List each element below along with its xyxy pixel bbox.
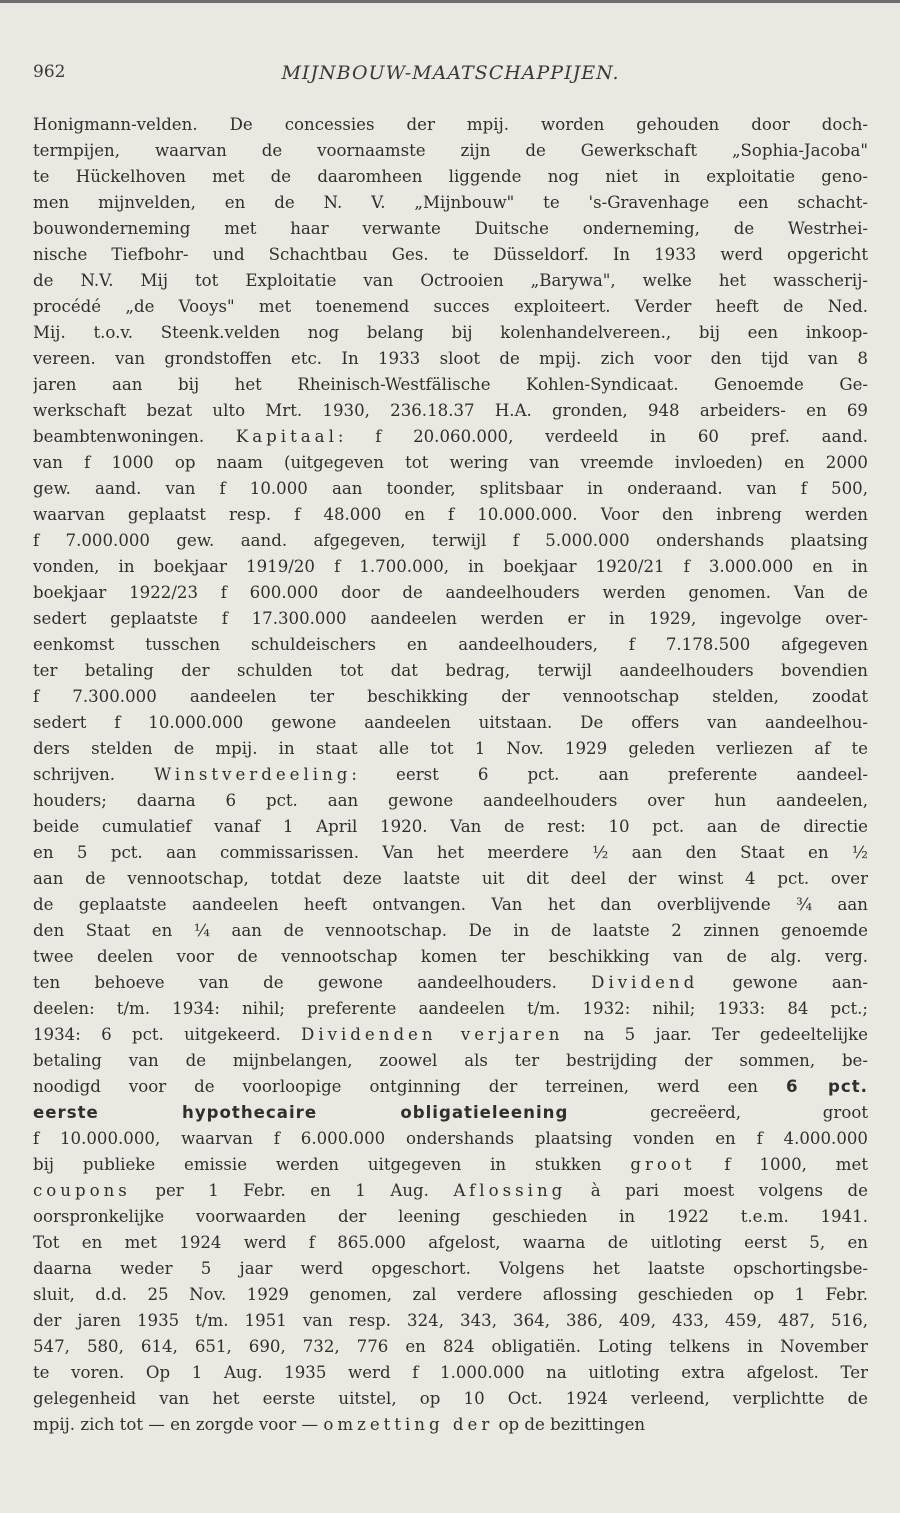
text-run: Mij. t.o.v. Steenk.velden nog belang bij kolenhandelvereen., bij een inkoop- xyxy=(33,323,868,342)
text-line xyxy=(33,658,868,684)
text-line xyxy=(33,996,868,1022)
text-line xyxy=(33,502,868,528)
top-rule xyxy=(0,0,900,3)
spaced-term: Aflossing xyxy=(453,1181,567,1200)
text-line xyxy=(33,1178,868,1204)
spaced-term: Winstverdeeling xyxy=(154,765,352,784)
text-run: werkschaft bezat ulto Mrt. 1930, 236.18.37 H.A. gronden, 948 arbeiders- en 69 xyxy=(33,401,868,420)
text-line xyxy=(33,606,868,632)
text-run: bij publieke emissie werden uitgegeven in stukken xyxy=(33,1155,631,1174)
text-run: der jaren 1935 t/m. 1951 van resp. 324, 343, 364, 386, 409, 433, 459, 487, 516, xyxy=(33,1311,868,1330)
text-line xyxy=(33,970,868,996)
text-run: per 1 Febr. en 1 Aug. xyxy=(130,1181,454,1200)
text-run: 547, 580, 614, 651, 690, 732, 776 en 824 obligatiën. Loting telkens in November xyxy=(33,1337,868,1356)
text-line xyxy=(33,476,868,502)
text-line xyxy=(33,1256,868,1282)
text-line xyxy=(33,1204,868,1230)
text-run: den Staat en ¼ aan de vennootschap. De in de laatste 2 zinnen genoemde xyxy=(33,921,868,940)
text-run: à pari moest volgens de xyxy=(566,1181,868,1200)
spaced-term: Dividend xyxy=(591,973,699,992)
text-run: vonden, in boekjaar 1919/20 f 1.700.000, in boekjaar 1920/21 f 3.000.000 en in xyxy=(33,557,868,576)
text-run: procédé „de Vooys" met toenemend succes exploiteert. Verder heeft de Ned. xyxy=(33,297,868,316)
text-run: : f 20.060.000, verdeeld in 60 pref. aand. xyxy=(337,427,868,446)
text-line xyxy=(33,866,868,892)
text-line xyxy=(33,944,868,970)
text-run: ter betaling der schulden tot dat bedrag, terwijl aandeelhouders bovendien xyxy=(33,661,868,680)
text-line xyxy=(33,1308,868,1334)
text-line xyxy=(33,528,868,554)
text-run: : eerst 6 pct. aan preferente aandeel- xyxy=(351,765,868,784)
text-line xyxy=(33,398,868,424)
text-line xyxy=(33,450,868,476)
text-run: eenkomst tusschen schuldeischers en aandeelhouders, f 7.178.500 afgegeven xyxy=(33,635,868,654)
text-run: termpijen, waarvan de voornaamste zijn de Gewerkschaft „Sophia-Jacoba" xyxy=(33,141,868,160)
text-line xyxy=(33,1022,868,1048)
text-run: deelen: t/m. 1934: nihil; preferente aandeelen t/m. 1932: nihil; 1933: 84 pct.; xyxy=(33,999,868,1018)
text-run: sedert geplaatste f 17.300.000 aandeelen werden er in 1929, ingevolge over- xyxy=(33,609,868,628)
text-line xyxy=(33,580,868,606)
text-run: waarvan geplaatst resp. f 48.000 en f 10.000.000. Voor den inbreng werden xyxy=(33,505,868,524)
text-run: sluit, d.d. 25 Nov. 1929 genomen, zal verdere aflossing geschieden op 1 Febr. xyxy=(33,1285,868,1304)
text-run: van f 1000 op naam (uitgegeven tot wering van vreemde invloeden) en 2000 xyxy=(33,453,868,472)
text-run: f 7.000.000 gew. aand. afgegeven, terwijl f 5.000.000 ondershands plaatsing xyxy=(33,531,868,550)
text-run: betaling van de mijnbelangen, zoowel als ter bestrijding der sommen, be- xyxy=(33,1051,868,1070)
text-line xyxy=(33,190,868,216)
text-line xyxy=(33,320,868,346)
text-line xyxy=(33,268,868,294)
text-run: gelegenheid van het eerste uitstel, op 10 Oct. 1924 verleend, verplichtte de xyxy=(33,1389,868,1408)
text-line xyxy=(33,892,868,918)
text-run: sedert f 10.000.000 gewone aandeelen uitstaan. De offers van aandeelhou- xyxy=(33,713,868,732)
running-title: MIJNBOUW-MAATSCHAPPIJEN. xyxy=(281,62,620,84)
text-run: beide cumulatief vanaf 1 April 1920. Van de rest: 10 pct. aan de directie xyxy=(33,817,868,836)
text-run: houders; daarna 6 pct. aan gewone aandeelhouders over hun aandeelen, xyxy=(33,791,868,810)
spaced-term: groot xyxy=(630,1155,696,1174)
text-run: gewone aan- xyxy=(698,973,868,992)
bold-term: 6 pct. xyxy=(785,1077,868,1096)
spaced-term: coupons xyxy=(33,1181,131,1200)
text-line xyxy=(33,164,868,190)
text-line xyxy=(33,1360,868,1386)
text-line xyxy=(33,840,868,866)
text-run: vereen. van grondstoffen etc. In 1933 sloot de mpij. zich voor den tijd van 8 xyxy=(33,349,868,368)
text-run: twee deelen voor de vennootschap komen ter beschikking van de alg. verg. xyxy=(33,947,868,966)
text-run: schrijven. xyxy=(33,765,155,784)
text-run: Tot en met 1924 werd f 865.000 afgelost, waarna de uitloting eerst 5, en xyxy=(33,1233,868,1252)
text-run: aan de vennootschap, totdat deze laatste uit dit deel der winst 4 pct. over xyxy=(33,869,868,888)
text-run: te Hückelhoven met de daaromheen liggende nog niet in exploitatie geno- xyxy=(33,167,868,186)
text-line xyxy=(33,424,868,450)
text-run: de geplaatste aandeelen heeft ontvangen. Van het dan overblijvende ¾ aan xyxy=(33,895,868,914)
text-run: beambtenwoningen. xyxy=(33,427,236,446)
text-line xyxy=(33,1100,868,1126)
text-line xyxy=(33,138,868,164)
text-run: 1934: 6 pct. uitgekeerd. xyxy=(33,1025,302,1044)
text-run: noodigd voor de voorloopige ontginning der terreinen, werd een xyxy=(33,1077,786,1096)
text-line xyxy=(33,1048,868,1074)
text-run: gew. aand. van f 10.000 aan toonder, splitsbaar in onderaand. van f 500, xyxy=(33,479,868,498)
text-run: f 10.000.000, waarvan f 6.000.000 ondershands plaatsing vonden en f 4.000.000 xyxy=(33,1129,868,1148)
text-line xyxy=(33,346,868,372)
text-run: f 7.300.000 aandeelen ter beschikking der vennootschap stelden, zoodat xyxy=(33,687,868,706)
text-run: boekjaar 1922/23 f 600.000 door de aandeelhouders werden genomen. Van de xyxy=(33,583,868,602)
text-run: oorspronkelijke voorwaarden der leening geschieden in 1922 t.e.m. 1941. xyxy=(33,1207,868,1226)
text-line xyxy=(33,372,868,398)
text-run: mpij. zich tot — en zorgde voor — xyxy=(33,1415,324,1434)
text-run: nische Tiefbohr- und Schachtbau Ges. te Düsseldorf. In 1933 werd opgericht xyxy=(33,245,868,264)
text-line xyxy=(33,918,868,944)
text-run: ten behoeve van de gewone aandeelhouders. xyxy=(33,973,592,992)
page-number: 962 xyxy=(33,62,66,82)
text-line xyxy=(33,814,868,840)
text-run: ders stelden de mpij. in staat alle tot 1 Nov. 1929 geleden verliezen af te xyxy=(33,739,868,758)
text-line xyxy=(33,632,868,658)
text-line xyxy=(33,710,868,736)
text-run: de N.V. Mij tot Exploitatie van Octrooien „Barywa", welke het wasscherij- xyxy=(33,271,868,290)
text-line xyxy=(33,1412,868,1438)
text-line xyxy=(33,294,868,320)
text-line xyxy=(33,112,868,138)
text-run: Honigmann-velden. De concessies der mpij. worden gehouden door doch- xyxy=(33,115,868,134)
text-run: en 5 pct. aan commissarissen. Van het meerdere ½ aan den Staat en ½ xyxy=(33,843,868,862)
text-run: jaren aan bij het Rheinisch-Westfälische Kohlen-Syndicaat. Genoemde Ge- xyxy=(33,375,868,394)
spaced-term: Kapitaal xyxy=(235,427,338,446)
text-run: gecreëerd, groot xyxy=(568,1103,868,1122)
text-run: daarna weder 5 jaar werd opgeschort. Volgens het laatste opschortingsbe- xyxy=(33,1259,868,1278)
text-run: te voren. Op 1 Aug. 1935 werd f 1.000.000 na uitloting extra afgelost. Ter xyxy=(33,1363,868,1382)
text-run: na 5 jaar. Ter gedeeltelijke xyxy=(563,1025,868,1044)
text-run: bouwonderneming met haar verwante Duitsche onderneming, de Westrhei- xyxy=(33,219,868,238)
text-line xyxy=(33,736,868,762)
text-run: f 1000, met xyxy=(695,1155,868,1174)
text-line xyxy=(33,1386,868,1412)
text-line xyxy=(33,1230,868,1256)
spaced-term: Dividenden verjaren xyxy=(301,1025,564,1044)
page-header xyxy=(33,62,868,86)
text-line xyxy=(33,242,868,268)
bold-term: eerste hypothecaire obligatieleening xyxy=(33,1103,569,1122)
body-text xyxy=(33,112,868,1438)
text-line xyxy=(33,1074,868,1100)
spaced-term: omzetting der xyxy=(323,1415,494,1434)
text-line xyxy=(33,554,868,580)
text-line xyxy=(33,788,868,814)
text-line xyxy=(33,684,868,710)
text-line xyxy=(33,1152,868,1178)
text-run: op de bezittingen xyxy=(493,1415,646,1434)
text-line xyxy=(33,1334,868,1360)
text-line xyxy=(33,1126,868,1152)
text-line xyxy=(33,762,868,788)
text-line xyxy=(33,216,868,242)
text-run: men mijnvelden, en de N. V. „Mijnbouw" te 's-Gravenhage een schacht- xyxy=(33,193,868,212)
text-line xyxy=(33,1282,868,1308)
